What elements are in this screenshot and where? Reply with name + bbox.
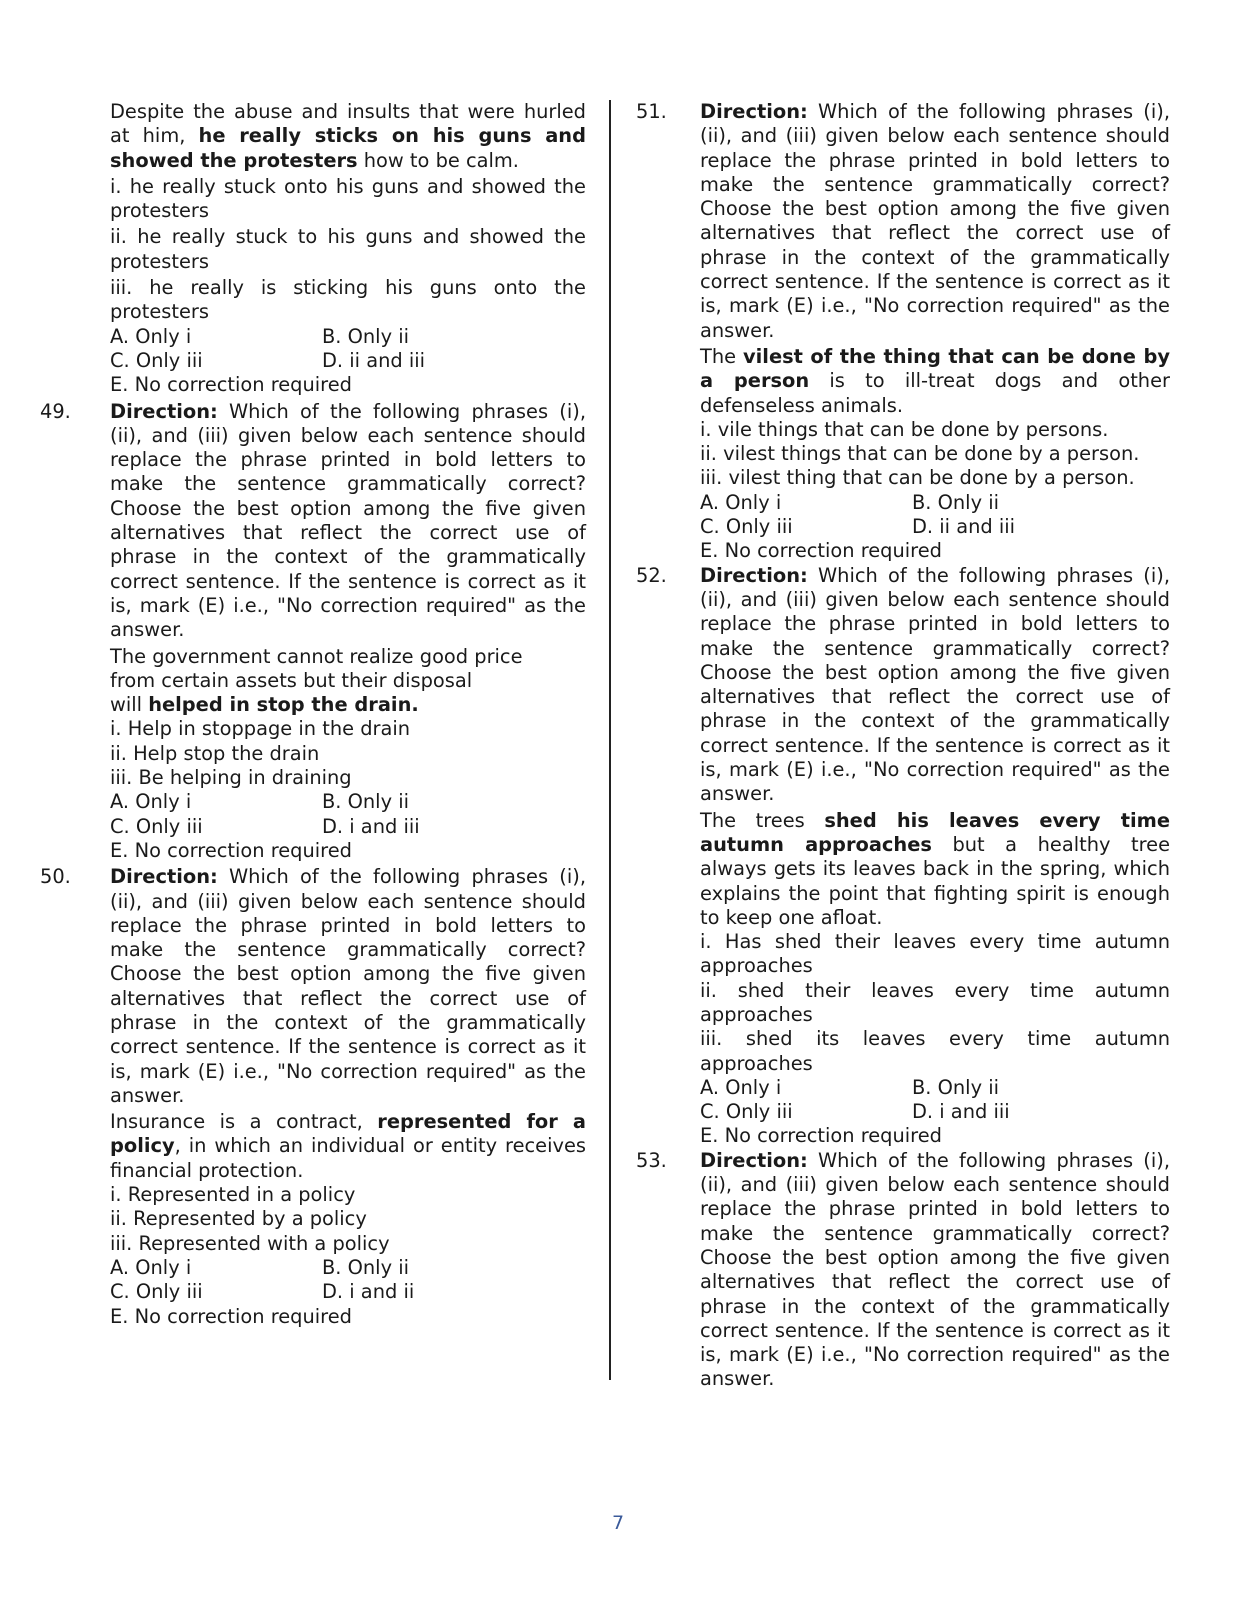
left-column [40, 100, 586, 1329]
question-48-continued [40, 100, 586, 398]
direction-text: Direction: Which of the following phrases (i), (ii), and (iii) given below each sentence should replace the phrase printed in bold letters to make the sentence grammatically correct? Choose the best option among the five given alternatives that reflect the correct use of phrase in the context of the grammatically correct sentence. If the sentence is correct as it is, mark (E) i.e., "No correction required" as the answer. [700, 1148, 1170, 1391]
question-number: 49. [40, 399, 71, 423]
option-e[interactable]: E. No correction required [700, 539, 942, 563]
answer-options [110, 790, 586, 863]
option-a[interactable]: A. Only i [110, 1255, 192, 1279]
direction-text: Direction: Which of the following phrases (i), (ii), and (iii) given below each sentence should replace the phrase printed in bold letters to make the sentence grammatically correct? Choose the best option among the five given alternatives that reflect the correct use of phrase in the context of the grammatically correct sentence. If the sentence is correct as it is, mark (E) i.e., "No correction required" as the answer. [700, 100, 1170, 342]
bold-phrase: represented for a policy [110, 1110, 586, 1158]
answer-options [700, 1076, 1170, 1149]
question-number: 53. [636, 1148, 667, 1172]
option-e[interactable]: E. No correction required [110, 1304, 352, 1328]
question-50 [40, 865, 586, 1329]
question-number: 52. [636, 563, 667, 587]
item-ii: ii. Help stop the drain [110, 741, 320, 765]
item-iii: iii. shed its leaves every time autumn approaches [700, 1027, 1170, 1075]
option-b[interactable]: B. Only ii [322, 1255, 409, 1279]
option-a[interactable]: A. Only i [110, 324, 192, 348]
item-i: i. Has shed their leaves every time autumn approaches [700, 930, 1170, 978]
item-ii: ii. shed their leaves every time autumn approaches [700, 978, 1170, 1026]
item-i: i. he really stuck onto his guns and showed the protesters [110, 174, 586, 223]
option-d[interactable]: D. ii and iii [322, 348, 426, 372]
bold-phrase: he really sticks on his guns and showed the protesters [110, 124, 586, 172]
item-iii: iii. he really is sticking his guns onto the protesters [110, 276, 586, 324]
column-divider [609, 100, 611, 1380]
bold-phrase: shed his leaves every time autumn approaches [700, 808, 1170, 856]
question-53 [636, 1149, 1170, 1392]
answer-options [110, 325, 586, 398]
option-b[interactable]: B. Only ii [322, 790, 409, 814]
answer-options [110, 1256, 586, 1329]
question-sentence: The trees shed his leaves every time autumn approaches but a healthy tree always gets its leaves back in the spring, which explains the point that fighting spirit is enough to keep one afloat. [700, 808, 1170, 929]
item-ii: ii. Represented by a policy [110, 1207, 367, 1231]
option-e[interactable]: E. No correction required [700, 1124, 942, 1148]
option-a[interactable]: A. Only i [110, 790, 192, 814]
direction-text: Direction: Which of the following phrases (i), (ii), and (iii) given below each sentence should replace the phrase printed in bold letters to make the sentence grammatically correct? Choose the best option among the five given alternatives that reflect the correct use of phrase in the context of the grammatically correct sentence. If the sentence is correct as it is, mark (E) i.e., "No correction required" as the answer. [110, 399, 586, 642]
question-sentence: The vilest of the thing that can be done by a person is to ill-treat dogs and other defenseless animals. [700, 344, 1171, 417]
item-i: i. Represented in a policy [110, 1183, 356, 1207]
question-sentence: Despite the abuse and insults that were hurled at him, he really sticks on his guns and showed the protesters how to be calm. [110, 100, 586, 172]
question-51 [636, 100, 1170, 564]
option-c[interactable]: C. Only iii [700, 1100, 793, 1124]
question-49 [40, 400, 586, 864]
item-i: i. Help in stoppage in the drain [110, 717, 411, 741]
option-c[interactable]: C. Only iii [700, 515, 793, 539]
page-number: 7 [611, 1512, 625, 1534]
answer-options [700, 491, 1170, 564]
question-sentence: The government cannot realize good price from certain assets but their disposal will helped in stop the drain. [110, 644, 523, 717]
option-d[interactable]: D. ii and iii [912, 515, 1016, 539]
option-a[interactable]: A. Only i [700, 490, 782, 514]
question-number: 50. [40, 865, 71, 889]
option-d[interactable]: D. i and ii [322, 1280, 415, 1304]
item-iii: iii. vilest thing that can be done by a person. [700, 466, 1135, 490]
question-52 [636, 564, 1170, 1149]
direction-text: Direction: Which of the following phrases (i), (ii), and (iii) given below each sentence should replace the phrase printed in bold letters to make the sentence grammatically correct? Choose the best option among the five given alternatives that reflect the correct use of phrase in the context of the grammatically correct sentence. If the sentence is correct as it is, mark (E) i.e., "No correction required" as the answer. [110, 865, 586, 1107]
option-b[interactable]: B. Only ii [912, 1075, 999, 1099]
option-e[interactable]: E. No correction required [110, 373, 352, 397]
option-c[interactable]: C. Only iii [110, 348, 203, 372]
option-e[interactable]: E. No correction required [110, 838, 352, 862]
item-iii: iii. Be helping in draining [110, 766, 352, 790]
option-c[interactable]: C. Only iii [110, 1280, 203, 1304]
item-i: i. vile things that can be done by persons. [700, 417, 1109, 441]
right-column [636, 100, 1170, 1392]
option-b[interactable]: B. Only ii [322, 324, 409, 348]
question-number: 51. [636, 100, 667, 123]
bold-phrase: helped in stop the drain. [148, 693, 419, 717]
item-ii: ii. he really stuck to his guns and showed the protesters [110, 225, 586, 273]
item-iii: iii. Represented with a policy [110, 1231, 390, 1255]
item-ii: ii. vilest things that can be done by a person. [700, 442, 1140, 466]
option-c[interactable]: C. Only iii [110, 814, 203, 838]
option-d[interactable]: D. i and iii [322, 814, 420, 838]
question-sentence: Insurance is a contract, represented for a policy, in which an individual or entity receives financial protection. [110, 1110, 586, 1182]
bold-phrase: vilest of the thing that can be done by a person [700, 344, 1171, 393]
option-b[interactable]: B. Only ii [912, 490, 999, 514]
option-d[interactable]: D. i and iii [912, 1100, 1010, 1124]
option-a[interactable]: A. Only i [700, 1075, 782, 1099]
direction-text: Direction: Which of the following phrases (i), (ii), and (iii) given below each sentence should replace the phrase printed in bold letters to make the sentence grammatically correct? Choose the best option among the five given alternatives that reflect the correct use of phrase in the context of the grammatically correct sentence. If the sentence is correct as it is, mark (E) i.e., "No correction required" as the answer. [700, 563, 1170, 806]
